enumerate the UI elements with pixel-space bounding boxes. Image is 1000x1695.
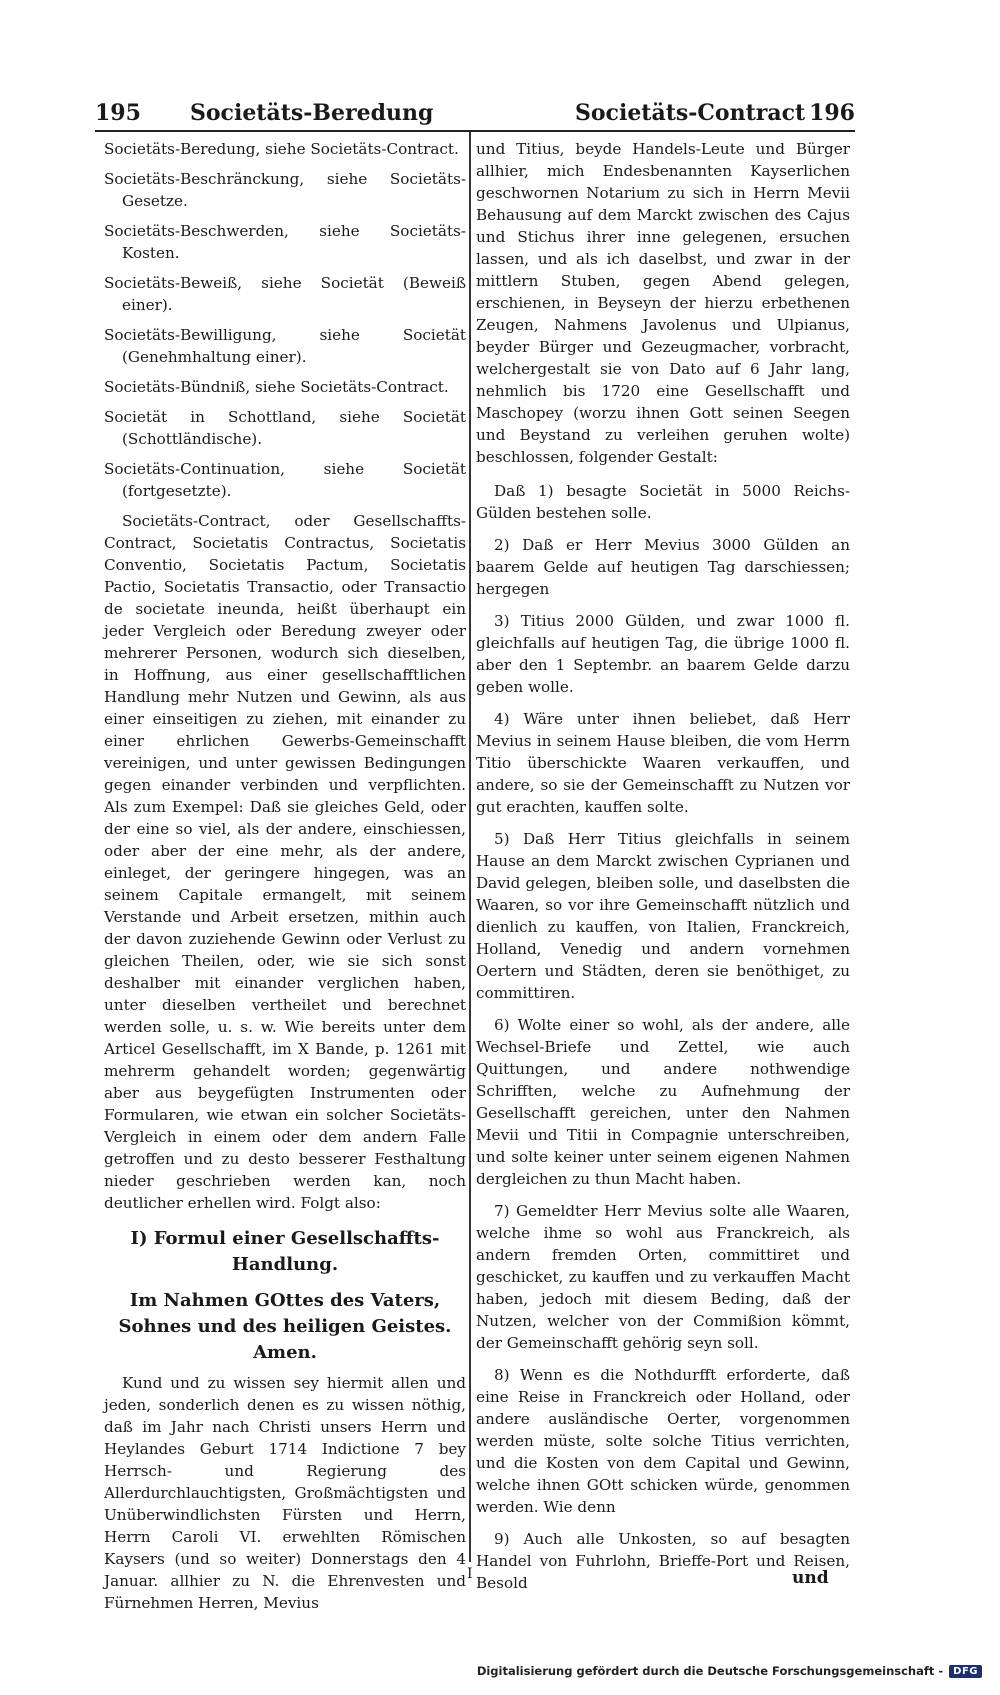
entry: Societäts-Beschränckung, siehe Societäts-Gesetze.: [104, 170, 466, 210]
contract-item: 2) Daß er Herr Mevius 3000 Gülden an baarem Gelde auf heutigen Tag darschiessen; hergegen: [476, 536, 850, 598]
closing-paragraph: Kund und zu wissen sey hiermit allen und jeden, sonderlich denen es zu wissen nöthig, daß im Jahr nach Christi unsers Herrn und Heylandes Geburt 1714 Indictione 7 bey Herrsch- und Regierung des Allerdurchlauchtigsten, Großmächtigsten und Unüberwindlichsten Fürsten und Herrn, Herrn Caroli VI. erwehlten Römischen Kaysers (und so weiter) Donnerstags den 4 Januar. allhier zu N. die Ehrenvesten und Fürnehmen Herren, Mevius: [104, 1374, 466, 1612]
entry: Societäts-Bündniß, siehe Societäts-Contract.: [104, 378, 449, 396]
contract-item: 4) Wäre unter ihnen beliebet, daß Herr Mevius in seinem Hause bleiben, die vom Herrn Titio überschickte Waaren verkauffen, und andere, so sie der Gemeinschafft zu Nutzen vor gut erachten, kauffen solte.: [476, 710, 850, 816]
page-number-left: 195: [95, 100, 141, 126]
running-head-left: Societäts-Beredung: [190, 100, 434, 126]
right-column: [476, 138, 850, 1604]
contract-item: 8) Wenn es die Nothdurfft erforderte, daß eine Reise in Franckreich oder Holland, oder andere ausländische Oerter, vorgenommen werden müste, solte solche Titius verrichten, und die Kosten von dem Capital und Gewinn, welche ihnen GOtt schicken würde, genommen werden. Wie denn: [476, 1366, 850, 1516]
main-paragraph: Societäts-Contract, oder Gesellschaffts-Contract, Societatis Contractus, Societatis Conventio, Societatis Pactum, Societatis Pactio, Societatis Transactio, oder Transactio de societate ineunda, heißt überhaupt ein jeder Vergleich oder Beredung zweyer oder mehrerer Personen, wodurch sich dieselben, in Hoffnung, aus einer gesellschafftlichen Handlung mehr Nutzen und Gewinn, als aus einer einseitigen zu ziehen, mit einander zu einer ehrlichen Gewerbs-Gemeinschafft vereinigen, und unter gewissen Bedingungen gegen einander verbinden und verpflichten. Als zum Exempel: Daß sie gleiches Geld, oder der eine so viel, als der andere, einschiessen, oder aber der eine mehr, als der andere, einleget, der geringere hingegen, was an seinem Capitale ermangelt, mit seinem Verstande und Arbeit ersetzen, mithin auch der davon zuziehende Gewinn oder Verlust zu gleichen Theilen, oder, wie sie sich sonst deshalber mit einander verglichen haben, unter dieselben vertheilet und berechnet werden solle, u. s. w. Wie bereits unter dem Articel Gesellschafft, im X Bande, p. 1261 mit mehrerm gehandelt worden; gegenwärtig aber aus beygefügten Instrumenten oder Formularen, wie etwan ein solcher Societäts-Vergleich in einem oder dem andern Falle getroffen und zu desto besserer Festhaltung nieder geschrieben werden kan, noch deutlicher erhellen wird. Folgt also:: [104, 512, 466, 1212]
entry: Societäts-Bewilligung, siehe Societät (Genehmhaltung einer).: [104, 326, 466, 366]
dfg-logo-icon: DFG: [949, 1665, 982, 1678]
contract-item: 3) Titius 2000 Gülden, und zwar 1000 fl. gleichfalls auf heutigen Tag, die übrige 1000 fl. aber den 1 Septembr. an baarem Gelde darzu geben wolle.: [476, 612, 850, 696]
running-head-right: Societäts-Contract: [575, 100, 806, 126]
entry: Societät in Schottland, siehe Societät (Schottländische).: [104, 408, 466, 448]
signature-mark: I: [467, 1566, 473, 1582]
footer-text: Digitalisierung gefördert durch die Deutsche Forschungsgemeinschaft -: [476, 1664, 944, 1678]
page-number-right: 196: [809, 100, 855, 126]
contract-item: 9) Auch alle Unkosten, so auf besagten Handel von Fuhrlohn, Brieffe-Port und Reisen, Besold: [476, 1530, 850, 1592]
entry: Societäts-Beschwerden, siehe Societäts-Kosten.: [104, 222, 466, 262]
intro-paragraph: und Titius, beyde Handels-Leute und Bürger allhier, mich Endesbenannten Kayserlichen geschwornen Notarium zu sich in Herrn Mevii Behausung auf dem Marckt zwischen des Cajus und Stichus ihrer inne gelegenen, ersuchen lassen, und als ich daselbst, und zwar in der mittlern Stuben, gegen Abend gelegen, erschienen, in Beyseyn der hierzu erbethenen Zeugen, Nahmens Javolenus und Ulpianus, beyder Bürger und Gezeugmacher, vorbracht, welchergestalt sie von Dato auf 6 Jahr lang, nehmlich bis 1720 eine Gesellschafft und Maschopey (worzu ihnen Gott seinen Seegen und Beystand zu verleihen geruhen wolte) beschlossen, folgender Gestalt:: [476, 140, 850, 466]
contract-item: 5) Daß Herr Titius gleichfalls in seinem Hause an dem Marckt zwischen Cyprianen und David gelegen, bleiben solle, und daselbsten die Waaren, so vor ihre Gemeinschafft nützlich und dienlich zu kauffen, von Italien, Franckreich, Holland, Venedig und andern vornehmen Oertern und Städten, deren sie benöthiget, zu committiren.: [476, 830, 850, 1002]
left-column: [104, 138, 466, 1624]
contract-item: Daß 1) besagte Societät in 5000 Reichs-Gülden bestehen solle.: [476, 482, 850, 522]
invocation-heading: Im Nahmen GOttes des Vaters, Sohnes und des heiligen Geistes. Amen.: [118, 1290, 452, 1363]
contract-item: 6) Wolte einer so wohl, als der andere, alle Wechsel-Briefe und Zettel, wie auch Quittungen, und andere nothwendige Schrifften, welche zu Aufnehmung der Gesellschafft gereichen, unter den Nahmen Mevii und Titii in Compagnie unterschreiben, und solte keiner unter seinem eigenen Nahmen dergleichen zu thun Macht haben.: [476, 1016, 850, 1188]
formula-heading: I) Formul einer Gesellschaffts-Handlung.: [130, 1228, 440, 1275]
entry: Societäts-Beredung, siehe Societäts-Contract.: [104, 140, 459, 158]
digitization-footer: [477, 1661, 982, 1681]
page-header: [95, 100, 855, 132]
entry: Societäts-Beweiß, siehe Societät (Beweiß einer).: [104, 274, 466, 314]
catchword: und: [792, 1568, 829, 1588]
contract-item: 7) Gemeldter Herr Mevius solte alle Waaren, welche ihme so wohl aus Franckreich, als andern fremden Orten, committiret und geschicket, zu kauffen und zu verkauffen Macht haben, jedoch mit diesem Beding, daß der Nutzen, welcher von der Commißion kömmt, der Gemeinschafft gehörig seyn soll.: [476, 1202, 850, 1352]
entry: Societäts-Continuation, siehe Societät (fortgesetzte).: [104, 460, 466, 500]
column-divider: [469, 132, 471, 1562]
header-rule: [95, 130, 855, 132]
